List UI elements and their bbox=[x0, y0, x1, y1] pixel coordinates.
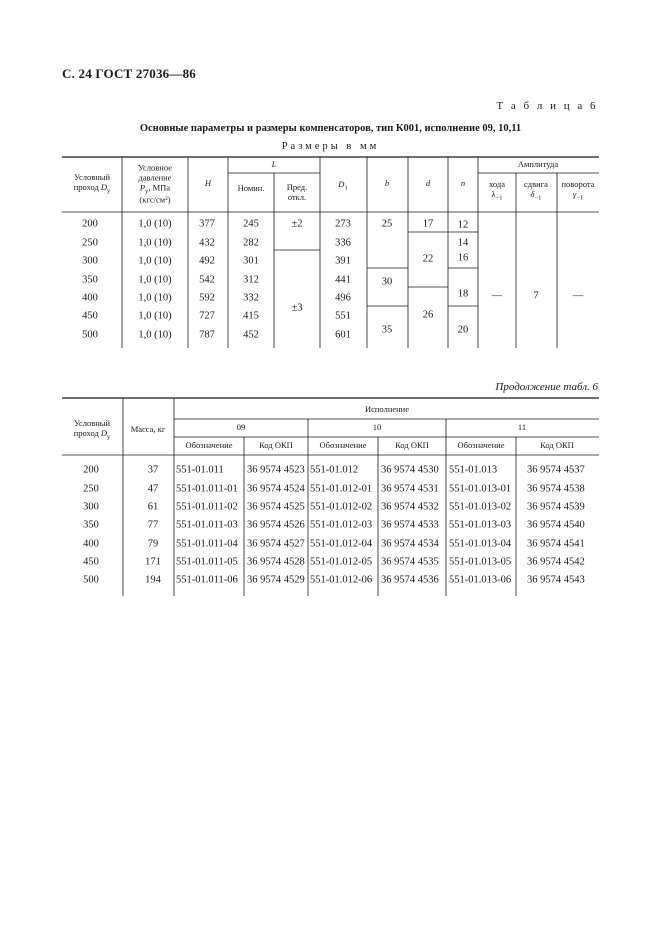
table-caption: Основные параметры и размеры компенсаторов, тип К001, исполнение 09, 10,11 bbox=[139, 123, 522, 134]
t2-cell-dn: 400 bbox=[83, 538, 99, 550]
t1-cell-pressure: 1,0 (10) bbox=[138, 329, 172, 341]
t2-col-dn-header: Условный проход $D_y$ bbox=[73, 418, 111, 441]
units-note: Размеры в мм bbox=[281, 141, 380, 152]
t1-cell-l: 245 bbox=[243, 218, 259, 230]
t2-cell-designation-09: 551-01.011-06 bbox=[176, 574, 238, 586]
t1-cell-amp-shift: 7 bbox=[533, 290, 539, 302]
t2-col-okp-header: Код ОКП bbox=[540, 440, 574, 451]
t1-cell-h: 492 bbox=[199, 255, 215, 267]
t2-cell-okp-10: 36 9574 4535 bbox=[381, 556, 439, 568]
t2-cell-okp-09: 36 9574 4527 bbox=[247, 538, 305, 550]
t2-cell-mass: 37 bbox=[147, 464, 159, 476]
t2-cell-designation-11: 551-01.013-04 bbox=[449, 538, 512, 550]
t1-cell-h: 542 bbox=[199, 274, 215, 286]
t1-cell-n: 16 bbox=[457, 252, 469, 264]
t1-cell-d1: 496 bbox=[335, 292, 351, 304]
t2-cell-dn: 200 bbox=[83, 464, 99, 476]
t2-cell-designation-09: 551-01.011-04 bbox=[176, 538, 238, 550]
t1-cell-l: 301 bbox=[243, 255, 259, 267]
t2-cell-designation-11: 551-01.013-06 bbox=[449, 574, 512, 586]
t1-cell-n: 18 bbox=[457, 288, 469, 300]
t2-cell-okp-09: 36 9574 4528 bbox=[247, 556, 305, 568]
t2-cell-okp-09: 36 9574 4524 bbox=[247, 483, 305, 495]
t1-cell-n: 14 bbox=[457, 237, 469, 249]
t1-cell-deviation: ±2 bbox=[291, 218, 303, 230]
col-amp-rotation-header: поворота $\gamma_{-1}$ bbox=[561, 179, 595, 202]
t1-cell-dn: 500 bbox=[82, 329, 98, 341]
t2-col-okp-header: Код ОКП bbox=[395, 440, 429, 451]
t2-cell-designation-09: 551-01.011-02 bbox=[176, 501, 238, 513]
col-pressure-header: Условное давление $P_y$, МПа (кгс/см²) bbox=[138, 162, 172, 204]
t2-col-designation-header: Обозначение bbox=[457, 440, 505, 451]
col-l-header: L bbox=[271, 159, 277, 170]
t2-col-ex10-header: 10 bbox=[372, 422, 382, 433]
col-dn-header: Условный проход $D_y$ bbox=[73, 172, 111, 195]
t1-cell-dn: 450 bbox=[82, 310, 98, 322]
table-number: Т а б л и ц а 6 bbox=[496, 100, 598, 112]
t1-cell-pressure: 1,0 (10) bbox=[138, 255, 172, 267]
t2-cell-okp-11: 36 9574 4542 bbox=[527, 556, 585, 568]
t2-cell-okp-10: 36 9574 4530 bbox=[381, 464, 439, 476]
col-amp-shift-header: сдвига $\delta_{-1}$ bbox=[524, 179, 548, 202]
t2-cell-designation-10: 551-01.012-05 bbox=[310, 556, 373, 568]
t2-cell-okp-11: 36 9574 4539 bbox=[527, 501, 585, 513]
t2-cell-dn: 300 bbox=[83, 501, 99, 513]
t2-cell-designation-09: 551-01.011-03 bbox=[176, 519, 238, 531]
t2-col-execution-header: Исполнение bbox=[364, 404, 410, 415]
t1-cell-h: 592 bbox=[199, 292, 215, 304]
t1-cell-h: 787 bbox=[199, 329, 215, 341]
t2-col-mass-header: Масса, кг bbox=[130, 424, 166, 435]
t2-cell-designation-10: 551-01.012-01 bbox=[310, 483, 373, 495]
t2-cell-dn: 500 bbox=[83, 574, 99, 586]
col-l-nominal-header: Номин. bbox=[237, 183, 265, 194]
t2-cell-mass: 171 bbox=[145, 556, 161, 568]
t2-cell-designation-09: 551-01.011-05 bbox=[176, 556, 238, 568]
t2-col-ex09-header: 09 bbox=[236, 422, 246, 433]
t2-cell-mass: 194 bbox=[145, 574, 161, 586]
t2-col-okp-header: Код ОКП bbox=[259, 440, 293, 451]
t2-cell-okp-11: 36 9574 4541 bbox=[527, 538, 585, 550]
t2-cell-okp-09: 36 9574 4529 bbox=[247, 574, 305, 586]
t2-cell-okp-11: 36 9574 4540 bbox=[527, 519, 585, 531]
t1-cell-d1: 441 bbox=[335, 274, 351, 286]
t1-cell-d1: 601 bbox=[335, 329, 351, 341]
t1-cell-dn: 400 bbox=[82, 292, 98, 304]
t2-cell-okp-09: 36 9574 4526 bbox=[247, 519, 305, 531]
t1-cell-d1: 391 bbox=[335, 255, 351, 267]
t2-cell-dn: 450 bbox=[83, 556, 99, 568]
t2-cell-mass: 61 bbox=[147, 501, 159, 513]
t1-cell-b: 30 bbox=[381, 276, 393, 288]
t1-cell-l: 282 bbox=[243, 237, 259, 249]
t1-cell-n: 12 bbox=[457, 219, 469, 231]
t2-cell-designation-11: 551-01.013-03 bbox=[449, 519, 512, 531]
t2-cell-designation-11: 551-01.013-01 bbox=[449, 483, 512, 495]
t2-cell-okp-10: 36 9574 4534 bbox=[381, 538, 439, 550]
t1-cell-b: 25 bbox=[381, 218, 393, 230]
t1-cell-h: 727 bbox=[199, 310, 215, 322]
t2-cell-designation-11: 551-01.013-02 bbox=[449, 501, 512, 513]
t1-cell-d1: 551 bbox=[335, 310, 351, 322]
t1-cell-d: 17 bbox=[422, 218, 434, 230]
t2-cell-designation-10: 551-01.012-03 bbox=[310, 519, 373, 531]
t1-cell-l: 415 bbox=[243, 310, 259, 322]
t2-cell-designation-11: 551-01.013-05 bbox=[449, 556, 512, 568]
t2-cell-okp-09: 36 9574 4523 bbox=[247, 464, 305, 476]
t1-cell-l: 332 bbox=[243, 292, 259, 304]
t1-cell-d: 22 bbox=[422, 253, 434, 265]
t1-cell-dn: 350 bbox=[82, 274, 98, 286]
col-d1-header: $D_1$ bbox=[338, 178, 348, 192]
col-n-header: n bbox=[460, 178, 466, 189]
t1-cell-d: 26 bbox=[422, 309, 434, 321]
t2-cell-mass: 47 bbox=[147, 483, 159, 495]
t1-cell-pressure: 1,0 (10) bbox=[138, 218, 172, 230]
t2-cell-designation-10: 551-01.012-04 bbox=[310, 538, 373, 550]
t2-cell-designation-11: 551-01.013 bbox=[449, 464, 498, 476]
t2-cell-okp-11: 36 9574 4543 bbox=[527, 574, 585, 586]
t2-cell-okp-10: 36 9574 4536 bbox=[381, 574, 439, 586]
t1-cell-deviation: ±3 bbox=[291, 302, 303, 314]
t2-cell-mass: 77 bbox=[147, 519, 159, 531]
t1-cell-pressure: 1,0 (10) bbox=[138, 237, 172, 249]
t1-cell-dn: 250 bbox=[82, 237, 98, 249]
t1-cell-pressure: 1,0 (10) bbox=[138, 310, 172, 322]
t1-cell-amp-stroke: — bbox=[491, 290, 503, 302]
t2-cell-dn: 350 bbox=[83, 519, 99, 531]
col-amplitude-header: Амплитуда bbox=[517, 159, 559, 170]
t1-cell-h: 377 bbox=[199, 218, 215, 230]
t2-cell-designation-09: 551-01.011 bbox=[176, 464, 224, 476]
t2-cell-designation-09: 551-01.011-01 bbox=[176, 483, 238, 495]
col-b-header: b bbox=[384, 178, 390, 189]
col-l-deviation-header: Пред. откл. bbox=[286, 182, 308, 202]
t2-col-ex11-header: 11 bbox=[517, 422, 527, 433]
t1-cell-d1: 273 bbox=[335, 218, 351, 230]
t1-cell-n: 20 bbox=[457, 324, 469, 336]
t2-cell-designation-10: 551-01.012-06 bbox=[310, 574, 373, 586]
t1-cell-d1: 336 bbox=[335, 237, 351, 249]
t2-col-designation-header: Обозначение bbox=[185, 440, 233, 451]
t2-cell-designation-10: 551-01.012-02 bbox=[310, 501, 373, 513]
t2-cell-okp-10: 36 9574 4531 bbox=[381, 483, 439, 495]
t2-cell-designation-10: 551-01.012 bbox=[310, 464, 359, 476]
t1-cell-l: 452 bbox=[243, 329, 259, 341]
t2-cell-mass: 79 bbox=[147, 538, 159, 550]
t1-cell-l: 312 bbox=[243, 274, 259, 286]
t1-cell-dn: 300 bbox=[82, 255, 98, 267]
t2-cell-okp-10: 36 9574 4532 bbox=[381, 501, 439, 513]
col-d-header: d bbox=[425, 178, 431, 189]
t2-col-designation-header: Обозначение bbox=[319, 440, 367, 451]
continuation-label: Продолжение табл. 6 bbox=[495, 381, 598, 393]
t1-cell-b: 35 bbox=[381, 324, 393, 336]
col-h-header: H bbox=[204, 178, 212, 189]
t2-cell-okp-10: 36 9574 4533 bbox=[381, 519, 439, 531]
col-amp-stroke-header: хода $\lambda_{-1}$ bbox=[488, 179, 506, 202]
t2-cell-okp-11: 36 9574 4538 bbox=[527, 483, 585, 495]
t1-cell-amp-rotation: — bbox=[572, 290, 584, 302]
t1-cell-pressure: 1,0 (10) bbox=[138, 274, 172, 286]
t2-cell-dn: 250 bbox=[83, 483, 99, 495]
t1-cell-pressure: 1,0 (10) bbox=[138, 292, 172, 304]
t2-cell-okp-11: 36 9574 4537 bbox=[527, 464, 585, 476]
t1-cell-dn: 200 bbox=[82, 218, 98, 230]
page-title: С. 24 ГОСТ 27036—86 bbox=[62, 66, 196, 81]
t2-cell-okp-09: 36 9574 4525 bbox=[247, 501, 305, 513]
t1-cell-h: 432 bbox=[199, 237, 215, 249]
